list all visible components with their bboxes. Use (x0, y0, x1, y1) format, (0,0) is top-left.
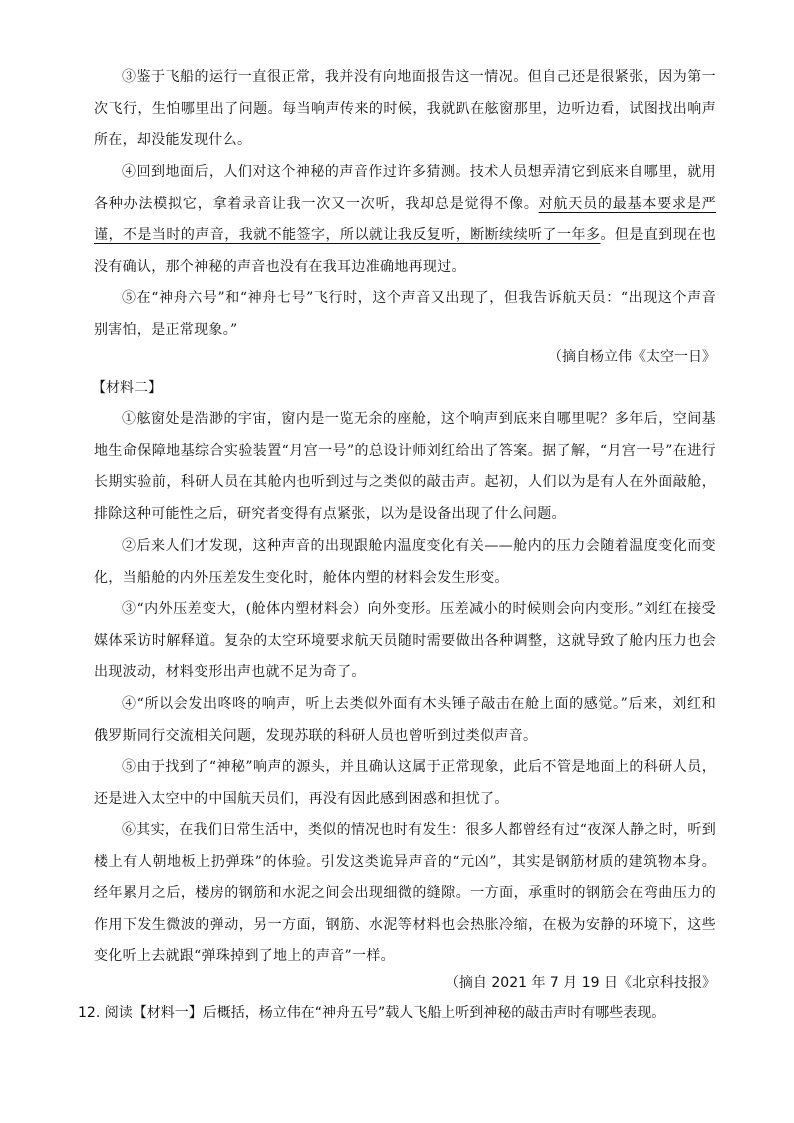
paragraph-4-text-before: ④回到地面后，人们对这个神秘的声音作过许多猜测。技术人员想弄清它到底来自哪里，就用各种办法模拟它，拿着录音让我一次又一次听，我却总是觉得不像。 (94, 164, 716, 212)
material2-heading: 【材料二】 (92, 380, 162, 396)
material1-paragraph-3: ③鉴于飞船的运行一直很正常，我并没有向地面报告这一情况。但自己还是很紧张，因为第一次飞行，生怕哪里出了问题。每当响声传来的时候，我就趴在舷窗那里，边听边看，试图找出响声所在，却没能发现什么。 (94, 69, 716, 148)
material2-paragraph-6: ⑥其实，在我们日常生活中，类似的情况也时有发生：很多人都曾经有过“夜深人静之时，听到楼上有人朝地板上扔弹珠”的体验。引发这类诡异声音的“元凶”，其实是钢筋材质的建筑物本身。经年累月之后，楼房的钢筋和水泥之间会出现细微的缝隙。一方面，承重时的钢筋会在弯曲压力的作用下发生微波的弹动，另一方面，钢筋、水泥等材料也会热胀冷缩，在极为安静的环境下，这些变化听上去就跟“弹珠掉到了地上的声音”一样。 (94, 822, 716, 964)
material2-paragraph-3: ③“内外压差变大，(舱体内塑材料会）向外变形。压差减小的时候则会向内变形。”刘红在接受媒体采访时解释道。复杂的太空环境要求航天员随时需要做出各种调整，这就导致了舱内压力也会出现波动，材料变形出声也就不足为奇了。 (94, 601, 716, 680)
material1-source: （摘自杨立伟《太空一日》 (548, 349, 716, 365)
material2-paragraph-5: ⑤由于找到了“神秘”响声的源头，并且确认这属于正常现象，此后不管是地面上的科研人员，还是进入太空中的中国航天员们，再没有因此感到困惑和担忧了。 (94, 759, 716, 807)
paragraph-4-text-after: 。但是直到现在也没有确认，那个神秘的声音也没有在我耳边准确地再现过。 (94, 227, 717, 275)
material2-paragraph-1: ①舷窗处是浩渺的宇宙，窗内是一览无余的座舱，这个响声到底来自哪里呢？多年后，空间基地生命保障地基综合实验装置“月宫一号”的总设计师刘红给出了答案。据了解，“月宫一号”在进行长期实验前，科研人员在其舱内也听到过与之类似的敲击声。起初，人们以为是有人在外面敲舱，排除这种可能性之后，研究者变得有点紧张，以为是设备出现了什么问题。 (94, 411, 716, 522)
material1-paragraph-4 (94, 157, 716, 283)
question-12: 12. 阅读【材料一】后概括，杨立伟在“神舟五号”载人飞船上听到神秘的敲击声时有哪些表现。 (78, 1005, 666, 1021)
material1-paragraph-5: ⑤在“神舟六号”和“神舟七号”飞行时，这个声音又出现了，但我告诉航天员：“出现这个声音别害怕，是正常现象。” (94, 290, 716, 338)
paragraph-4-underlined-text: 对航天员的最基本要求是严谨，不是当时的声音，我就不能签字，所以就让我反复听，断断续续听了一年多 (94, 195, 716, 243)
material2-source: （摘自 2021 年 7 月 19 日《北京科技报》 (444, 975, 716, 991)
material2-paragraph-4: ④“所以会发出咚咚的响声，听上去类似外面有木头锤子敲击在舱上面的感觉。”后来，刘红和俄罗斯同行交流相关问题，发现苏联的科研人员也曾听到过类似声音。 (94, 696, 716, 744)
material2-paragraph-2: ②后来人们才发现，这种声音的出现跟舱内温度变化有关——舱内的压力会随着温度变化而变化，当船舱的内外压差发生变化时，舱体内塑的材料会发生形变。 (94, 538, 716, 586)
